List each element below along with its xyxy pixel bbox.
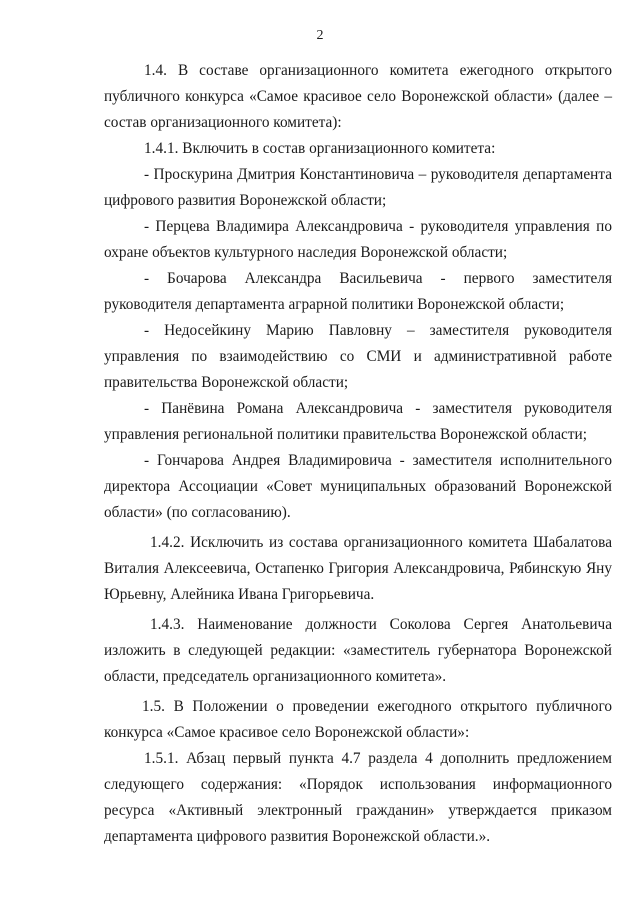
paragraph-1-4: 1.4. В составе организационного комитета ежегодного открытого публичного конкурса «Самое красивое село Воронежской области» (далее – состав организационного комитета):	[104, 62, 612, 131]
paragraph-1-4-1: 1.4.1. Включить в состав организационного комитета:	[144, 140, 496, 157]
member-item-pertsev: - Перцева Владимира Александровича - руководителя управления по охране объектов культурного наследия Воронежской области;	[104, 218, 612, 261]
member-item-panyovin: - Панёвина Романа Александровича - заместителя руководителя управления региональной политики правительства Воронежской области;	[104, 400, 612, 443]
paragraph-1-4-2: 1.4.2. Исключить из состава организационного комитета Шабалатова Виталия Алексеевича, Остапенко Григория Александровича, Рябинскую Яну Юрьевну, Алейника Ивана Григорьевича.	[104, 534, 612, 603]
paragraph-1-4-3: 1.4.3. Наименование должности Соколова Сергея Анатольевича изложить в следующей редакции: «заместитель губернатора Воронежской области, председатель организационного комитета».	[104, 616, 612, 685]
page-number: 2	[316, 28, 324, 43]
member-item-bocharov: - Бочарова Александра Васильевича - первого заместителя руководителя департамента аграрной политики Воронежской области;	[104, 270, 612, 313]
paragraph-1-5-1: 1.5.1. Абзац первый пункта 4.7 раздела 4 дополнить предложением следующего содержания: «Порядок использования информационного ресурса «Активный электронный гражданин» утверждается приказом департамента цифрового развития Воронежской области.».	[104, 750, 612, 845]
member-item-proskurin: - Проскурина Дмитрия Константиновича – руководителя департамента цифрового развития Воронежской области;	[104, 166, 612, 209]
document-body	[104, 58, 612, 850]
member-item-goncharov: - Гончарова Андрея Владимировича - заместителя исполнительного директора Ассоциации «Совет муниципальных образований Воронежской области» (по согласованию).	[104, 452, 612, 521]
paragraph-1-5: 1.5. В Положении о проведении ежегодного открытого публичного конкурса «Самое красивое село Воронежской области»:	[104, 698, 612, 741]
member-item-nedoseykina: - Недосейкину Марию Павловну – заместителя руководителя управления по взаимодействию со СМИ и административной работе правительства Воронежской области;	[104, 322, 612, 391]
